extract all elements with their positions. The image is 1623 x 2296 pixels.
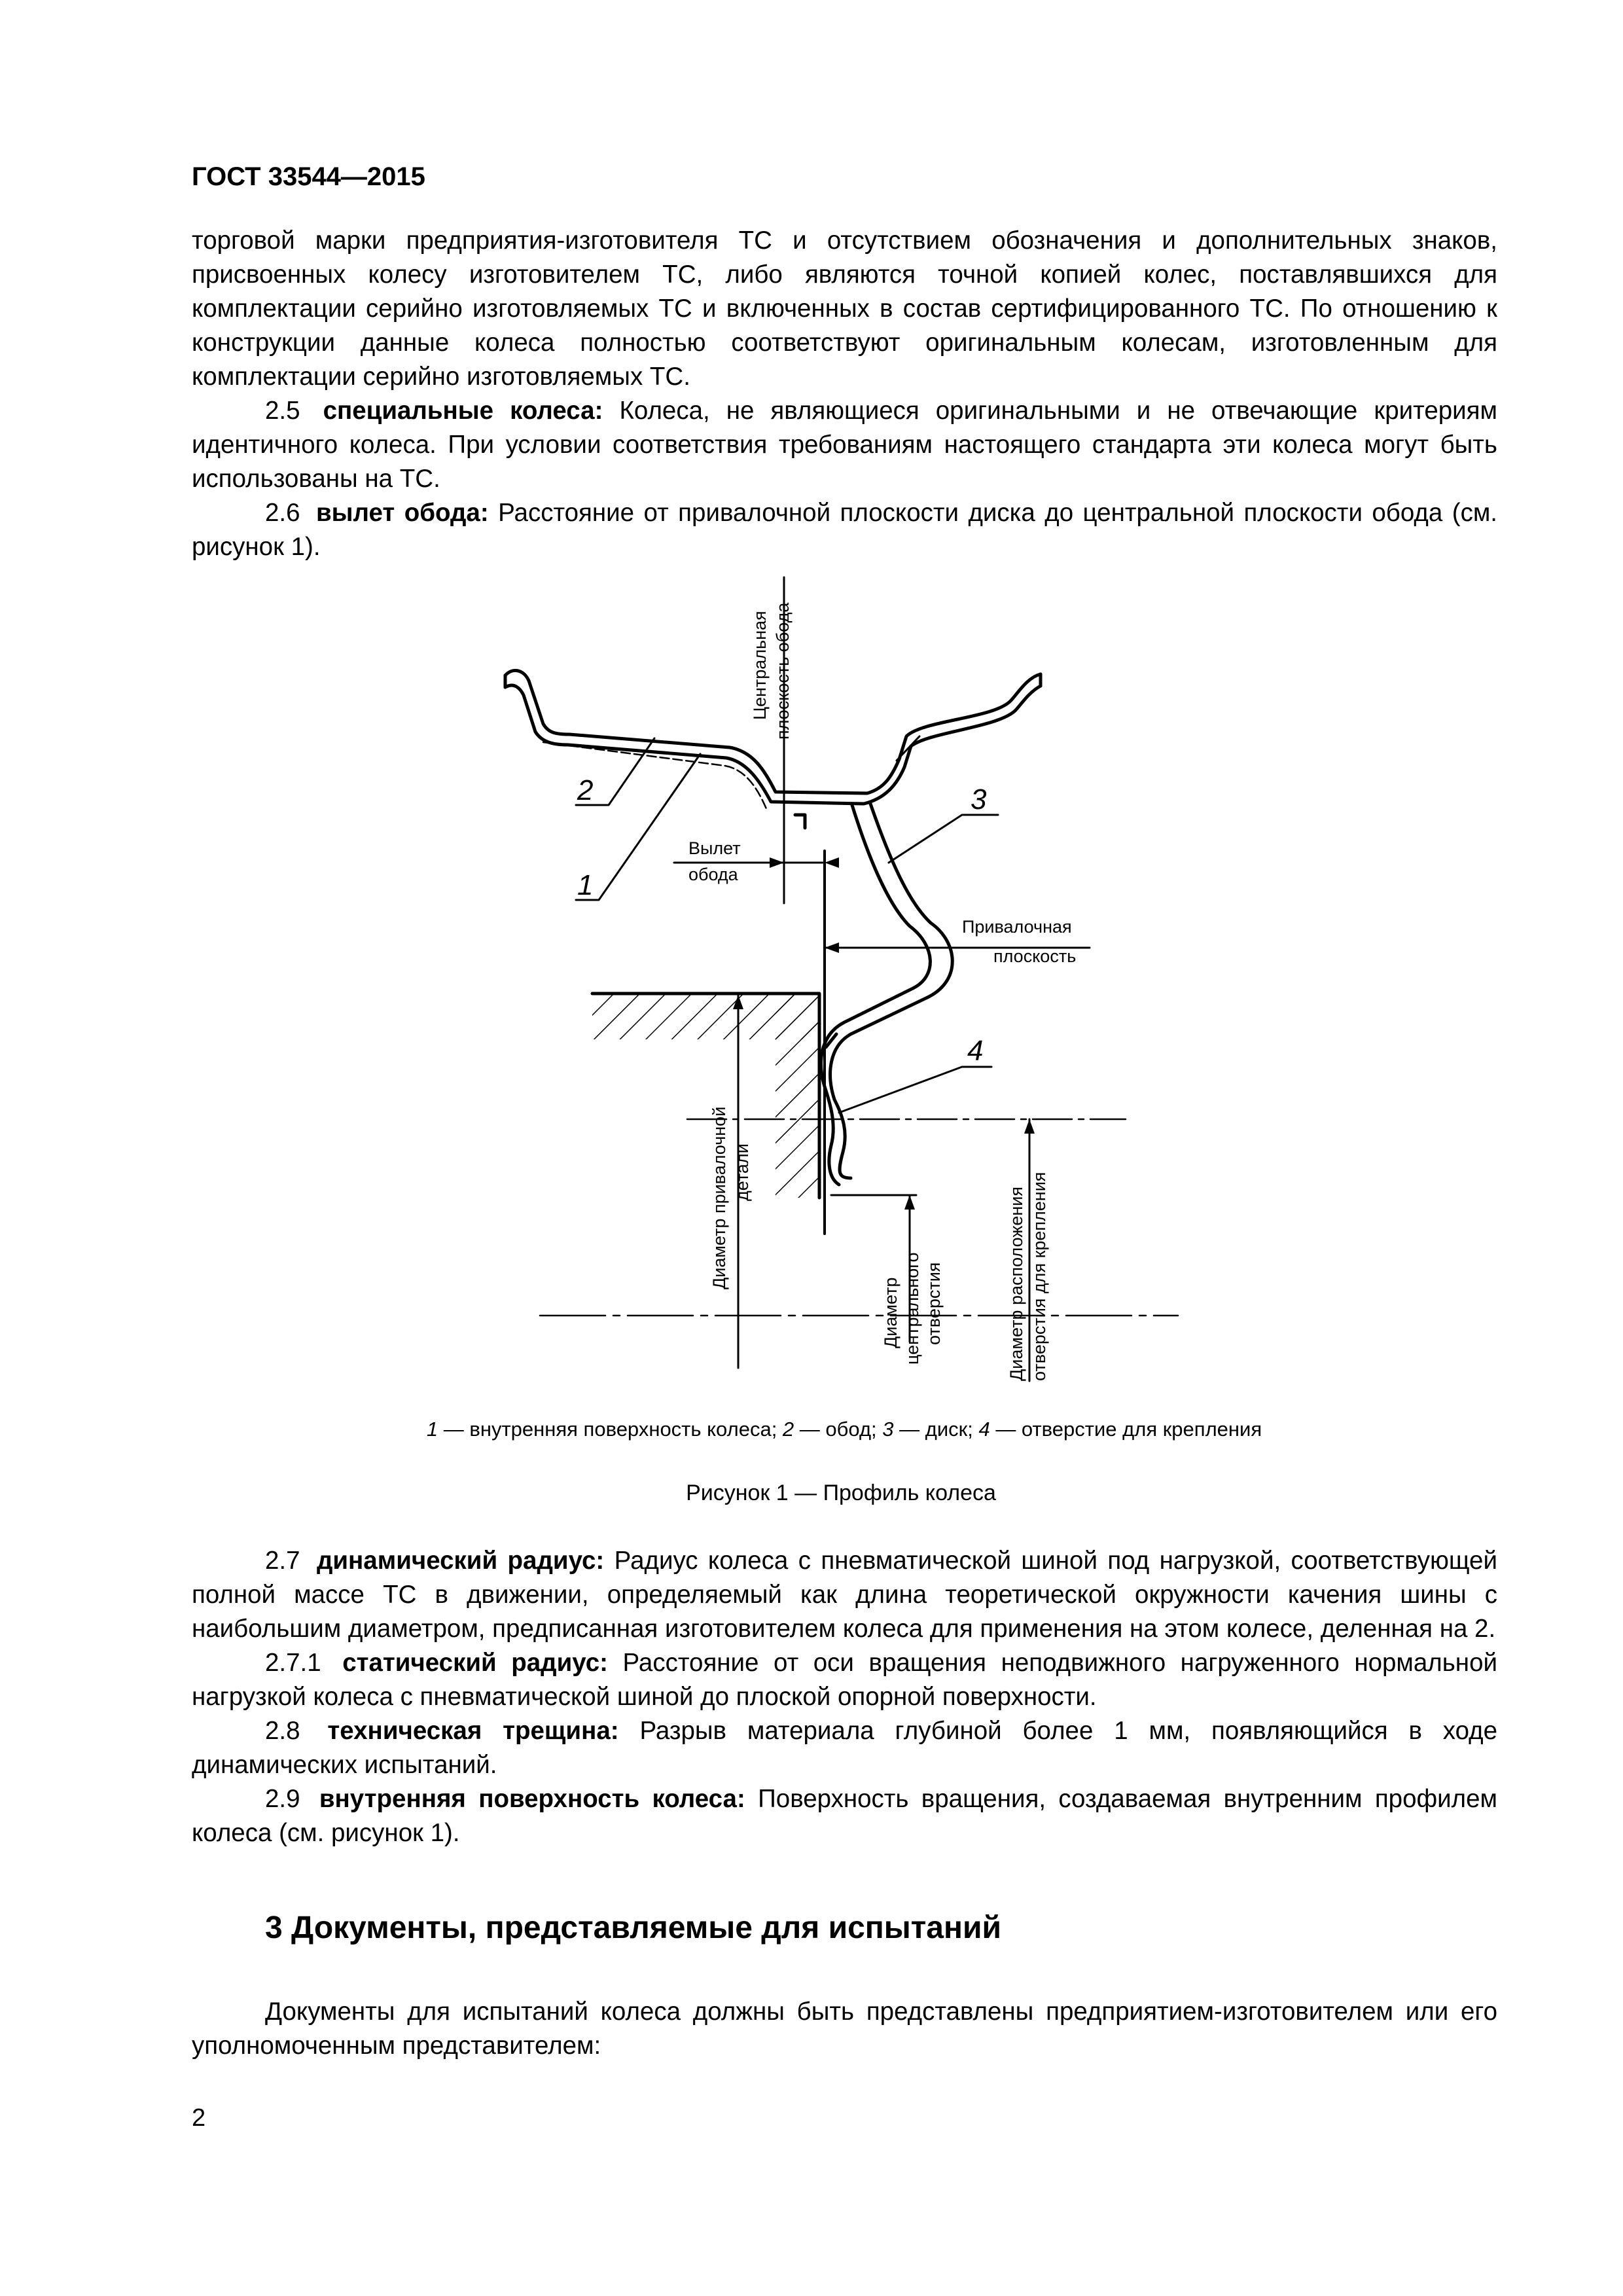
paragraph-number: 2.5 [265, 397, 300, 425]
offset-label-1: Вылет [688, 838, 741, 858]
term: внутренняя поверхность колеса: [319, 1785, 745, 1813]
legend-text-2: — обод; [794, 1418, 883, 1441]
legend-num-2: 2 [782, 1418, 794, 1441]
section-3-heading: 3 Документы, представляемые для испытаний [265, 1910, 1001, 1945]
center-bore-label-3: отверстия [924, 1262, 944, 1345]
text-block-top [192, 224, 1497, 564]
paragraph-text: Радиус колеса с пневматической шиной под нагрузкой, соответствующей полной массе ТС в движении, определяемый как длина теоретической окружности качения шины с наибольшим диаметром, предписанная изготовителем колеса для применения на этом колесе, деленная на 2. [192, 1547, 1497, 1643]
term: динамический радиус: [316, 1547, 605, 1575]
callout-4-leader [839, 1067, 991, 1113]
page-number: 2 [192, 2104, 206, 2132]
callout-1-leader [576, 754, 700, 900]
paragraph-text: Расстояние от привалочной плоскости диска до центральной плоскости обода (см. рисунок 1). [192, 499, 1497, 561]
offset-arrow-left [770, 857, 784, 868]
legend-num-3: 3 [882, 1418, 894, 1441]
legend-text-1: — внутренняя поверхность колеса; [438, 1418, 783, 1441]
mounting-arrow [825, 942, 839, 953]
callout-2: 2 [577, 774, 594, 806]
center-plane-label-1: Центральная [750, 611, 770, 720]
paragraph-text: Разрыв материала глубиной более 1 мм, появляющийся в ходе динамических испытаний. [192, 1717, 1498, 1779]
paragraph-number: 2.7 [265, 1547, 300, 1575]
paragraph-number: 2.8 [265, 1717, 300, 1745]
mounting-plane-label-1: Привалочная [962, 917, 1072, 937]
wheel-profile-figure [497, 563, 1217, 1407]
text-block-bottom [192, 1544, 1497, 1850]
paragraph-2-8 [192, 1714, 1497, 1782]
term: техническая трещина: [327, 1717, 619, 1745]
legend-text-3: — диск; [893, 1418, 979, 1441]
paragraph-number: 2.7.1 [265, 1649, 321, 1677]
hub-diameter-label-1: Диаметр привалочной [709, 1106, 729, 1289]
paragraph-2-9 [192, 1782, 1497, 1850]
callout-4: 4 [967, 1035, 984, 1067]
paragraph-continued [192, 224, 1497, 394]
legend-num-1: 1 [426, 1418, 438, 1441]
paragraph-text: торговой марки предприятия-изготовителя ТС и отсутствием обозначения и дополнительных знаков, присвоенных колесу изготовителем ТС, либо являются точной копией колес, поставлявшихся для комплектации серийно изготовляемых ТС и включенных в состав сертифицированного ТС. По отношению к конструкции данные колеса полностью соответствуют оригинальным колесам, изготовленным для комплектации серийно изготовляемых ТС. [192, 226, 1497, 391]
hub-hatch-side [776, 994, 819, 1198]
offset-label-2: обода [688, 865, 738, 884]
paragraph-text: Поверхность вращения, создаваемая внутренним профилем колеса (см. рисунок 1). [192, 1785, 1498, 1847]
offset-arrow-right [825, 857, 839, 868]
term: вылет обода: [315, 499, 489, 527]
paragraph-2-5 [192, 394, 1497, 496]
center-bore-label-1: Диаметр [881, 1277, 901, 1348]
figure-caption: Рисунок 1 — Профиль колеса [686, 1480, 996, 1505]
paragraph-number: 2.9 [265, 1785, 300, 1813]
paragraph-2-7 [192, 1544, 1497, 1646]
callout-1: 1 [577, 869, 594, 901]
legend-text-4: — отверстие для крепления [990, 1418, 1262, 1441]
callout-3-leader [889, 815, 998, 863]
section-3-paragraph: Документы для испытаний колеса должны быть представлены предприятием-изготовителем или его уполномоченным представителем: [192, 1998, 1497, 2060]
paragraph-text: Колеса, не являющиеся оригинальными и не отвечающие критериям идентичного колеса. При условии соответствия требованиям настоящего стандарта эти колеса могут быть использованы на ТС. [192, 397, 1497, 493]
term: статический радиус: [342, 1649, 608, 1677]
bolt-circle-label-2: отверстия для крепления [1029, 1172, 1049, 1381]
section-3-text-block [192, 1995, 1497, 2063]
hub-diameter-label-2: детали [732, 1143, 752, 1201]
document-code: ГОСТ 33544—2015 [192, 162, 425, 191]
bolt-arrow [1024, 1119, 1035, 1134]
figure-legend [0, 1418, 1623, 1441]
paragraph-text: Расстояние от оси вращения неподвижного нагруженного нормальной нагрузкой колеса с пневматической шиной до плоской опорной поверхности. [192, 1649, 1497, 1711]
paragraph-number: 2.6 [265, 499, 300, 527]
center-bore-arrow [904, 1195, 915, 1210]
center-plane-label-2: плоскость обода [773, 602, 793, 740]
legend-num-4: 4 [978, 1418, 990, 1441]
paragraph-2-6 [192, 496, 1497, 564]
center-bore-label-2: центрального [902, 1252, 922, 1365]
term: специальные колеса: [323, 397, 603, 425]
mounting-plane-label-2: плоскость [993, 946, 1077, 966]
callout-3: 3 [971, 783, 987, 816]
bolt-circle-label-1: Диаметр расположения [1007, 1187, 1026, 1381]
paragraph-2-7-1 [192, 1646, 1497, 1714]
